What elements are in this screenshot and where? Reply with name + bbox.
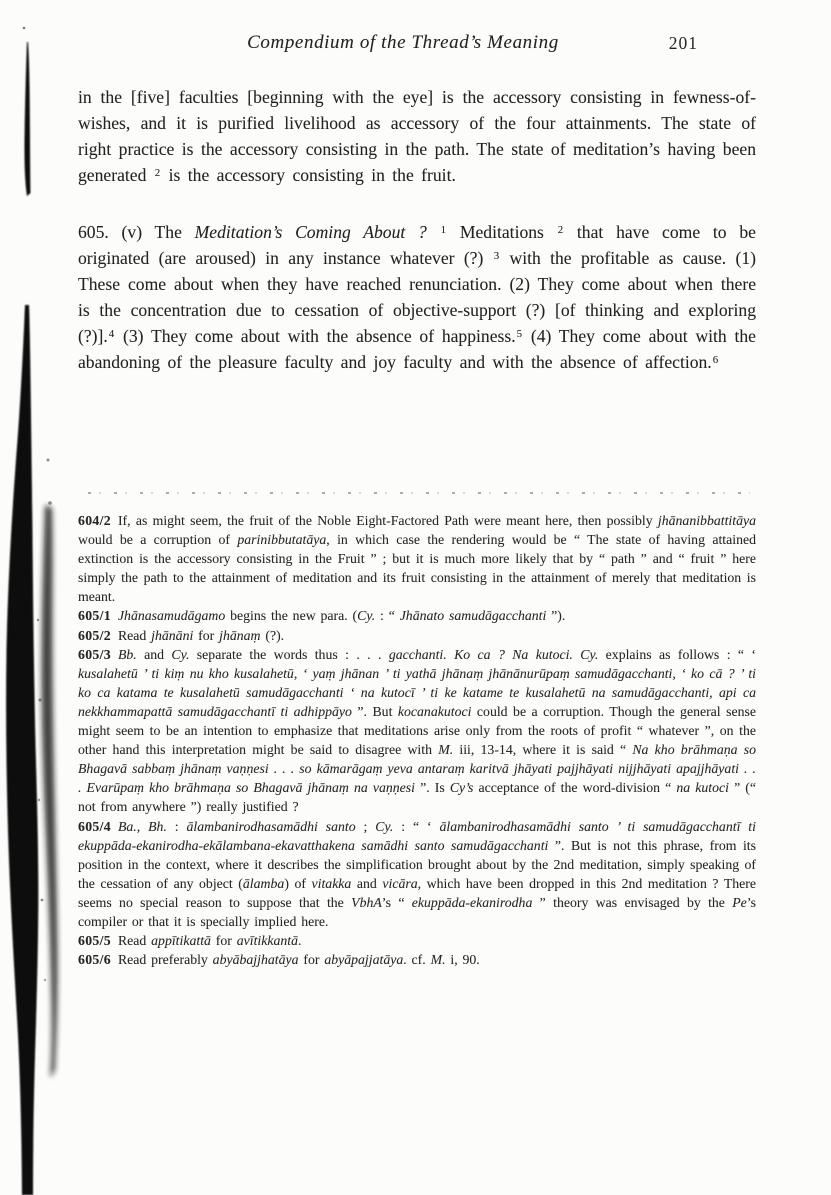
footnote-text: Read appītikattā for avītikkantā. [117,933,302,949]
running-title: Compendium of the Thread’s Meaning [247,32,559,53]
footnote [78,645,756,817]
footnotes-block [78,511,756,969]
footnote-text: Jhānasamudāgamo begins the new para. (Cy. : “ Jhānato samudāgacchanti ”). [117,608,566,624]
footnote-label: 605/4 [78,818,111,834]
page-header [78,32,756,58]
footnote-label: 605/3 [78,646,111,662]
footnote-label: 604/2 [78,513,111,528]
footnote-label: 605/2 [78,627,111,643]
footnote [78,950,756,969]
page-number: 201 [668,33,698,53]
footnote-label: 605/5 [78,933,111,949]
footnote [78,626,756,645]
footnote-text: Bb. and Cy. separate the words thus : . . . gacchanti. Ko ca ? Na kutoci. Cy. explains as follows : “ ‘ kusalahetū ’ ti kiṃ nu kho kusalahetū, ‘ yaṃ jhānan ’ ti yathā jhānaṃ jhānānurūpaṃ samudāgacchanti, ‘ ko cā ? ’ ti ko ca katama te kusalahetū samudāgacchanti ‘ na kutocī ’ ti ke katame te kusalahetū na samudāgacchanti, api ca nekkhammapattā samudāgacchantī ti adhippāyo ”. But kocanakutoci could be a corruption. Though the general sense might seem to be an intention to emphasize that meditations arise only from the roots of profit “ whatever ”, on the other hand this interpretation might be said to disagree with M. iii, 13-14, where it is said “ Na kho brāhmaṇa so Bhagavā sabbaṃ jhānaṃ vaṇṇesi . . . so kāmarāgaṃ yeva antaraṃ karitvā jhāyati pajjhāyati nijjhāyati apajjhāyati . . . Evarūpaṃ kho brāhmaṇa so Bhagavā jhānaṃ na vaṇṇesi ”. Is Cy’s acceptance of the word-division “ na kutoci ” (“ not from anywhere ”) really justified ? [78,646,757,815]
footnote [78,606,756,625]
footnote-separator-rule [88,492,750,494]
scan-gutter-shadow [0,0,70,1195]
footnote-text: If, as might seem, the fruit of the Noble Eight-Factored Path were meant here, then possibly jhānanibbattitāya would be a corruption of parinibbutatāya, in which case the rendering would be “ The state of having attained extinction is the accessory consisting in the Fruit ” ; but it is much more likely that by “ path ” and “ fruit ” here simply the path to the attainment of meditation and its fruit consisting in the attainment of merely that meditation is meant. [78,513,757,605]
footnote-label: 605/6 [78,952,111,968]
footnote-label: 605/1 [78,608,111,624]
footnote [78,931,756,950]
main-text-block [78,84,756,375]
footnote-text: Read preferably abyābajjhatāya for abyāpajjatāya. cf. M. i, 90. [117,952,480,968]
footnote [78,817,756,932]
footnote [78,511,756,606]
body-paragraph-continuation: in the [five] faculties [beginning with the eye] is the accessory consisting in fewness-of-wishes, and it is purified livelihood as accessory of the four attainments. The state of right practice is the accessory consisting in the path. The state of meditation’s having been generated $^2$ is the accessory consisting in the fruit. [78,87,756,185]
footnote-text: Read jhānāni for jhānaṃ (?). [117,627,285,643]
footnote-text: Ba., Bh. : ālambanirodhasamādhi santo ; Cy. : “ ‘ ālambanirodhasamādhi santo ’ ti samudāgacchantī ti ekuppāda-ekanirodha-ekālambana-ekavatthakena samādhi santo samudāgacchanti ”. But is not this phrase, from its position in the context, where it describes the simplification brought about by the 2nd meditation, simply speaking of the cessation of any object (ālamba) of vitakka and vicāra, which have been dropped in this 2nd meditation ? There seems no special reason to suppose that the VbhA’s “ ekuppāda-ekanirodha ” theory was envisaged by the Pe’s compiler or that it is specially implied here. [78,818,757,929]
body-paragraph-605: 605. (v) The Meditation’s Coming About ? $^1$ Meditations $^2$ that have come to be originated (are aroused) in any instance whatever (?) $^3$ with the profitable as cause. (1) These come about when they have reached renunciation. (2) They come about when there is the concentration due to cessation of objective-support (?) [of thinking and exploring (?)].$^4$ (3) They come about with the absence of happiness.$^5$ (4) They come about with the abandoning of the pleasure faculty and joy faculty and with the absence of affection.$^6$ [78,222,757,372]
